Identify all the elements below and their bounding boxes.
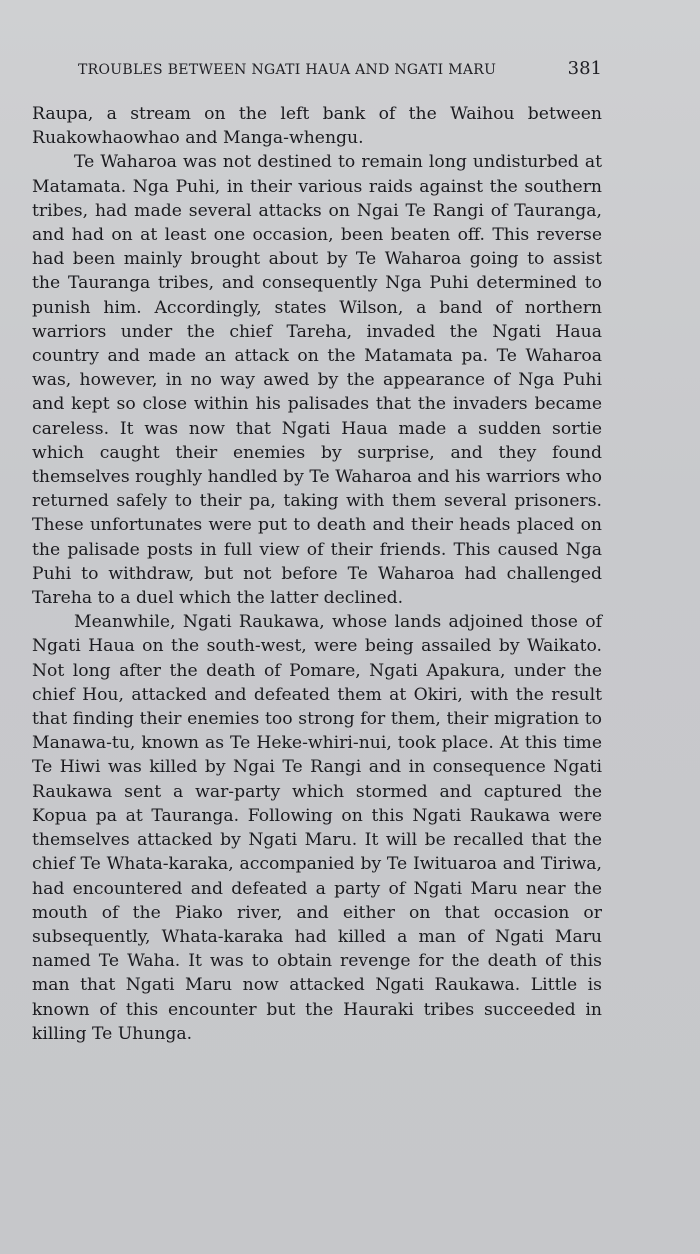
- running-head: TROUBLES BETWEEN NGATI HAUA AND NGATI MARU: [78, 62, 497, 78]
- paragraph: Meanwhile, Ngati Raukawa, whose lands adjoined those of Ngati Haua on the south-west, were being assailed by Waikato. Not long after the death of Pomare, Ngati Apakura, under the chief Hou, attacked and defeated them at Okiri, with the result that finding their enemies too strong for them, their migration to Manawa-tu, known as Te Heke-whiri-nui, took place. At this time Te Hiwi was killed by Ngai Te Rangi and in consequence Ngati Raukawa sent a war-party which stormed and captured the Kopua pa at Tauranga. Following on this Ngati Raukawa were themselves attacked by Ngati Maru. It will be recalled that the chief Te Whata-karaka, accompanied by Te Iwituaroa and Tiriwa, had encountered and defeated a party of Ngati Maru near the mouth of the Piako river, and either on that occasion or subsequently, Whata-karaka had killed a man of Ngati Maru named Te Waha. It was to obtain revenge for the death of this man that Ngati Maru now attacked Ngati Raukawa. Little is known of this encounter but the Hauraki tribes succeeded in killing Te Uhunga.: [32, 612, 602, 1044]
- paragraph: Raupa, a stream on the left bank of the Waihou between Ruakowhaowhao and Manga-whengu.: [32, 104, 602, 149]
- body-text: [32, 102, 602, 1046]
- paragraph: Te Waharoa was not destined to remain long undisturbed at Matamata. Nga Puhi, in their various raids against the southern tribes, had made several attacks on Ngai Te Rangi of Tauranga, and had on at least one occasion, been beaten off. This reverse had been mainly brought about by Te Waharoa going to assist the Tauranga tribes, and consequently Nga Puhi determined to punish him. Accordingly, states Wilson, a band of northern warriors under the chief Tareha, invaded the Ngati Haua country and made an attack on the Matamata pa. Te Waharoa was, however, in no way awed by the appearance of Nga Puhi and kept so close within his palisades that the invaders became careless. It was now that Ngati Haua made a sudden sortie which caught their enemies by surprise, and they found themselves roughly handled by Te Waharoa and his warriors who returned safely to their pa, taking with them several prisoners. These unfortunates were put to death and their heads placed on the palisade posts in full view of their friends. This caused Nga Puhi to withdraw, but not before Te Waharoa had challenged Tareha to a duel which the latter declined.: [32, 152, 602, 609]
- page-number: 381: [567, 58, 602, 79]
- page-header: [78, 58, 602, 86]
